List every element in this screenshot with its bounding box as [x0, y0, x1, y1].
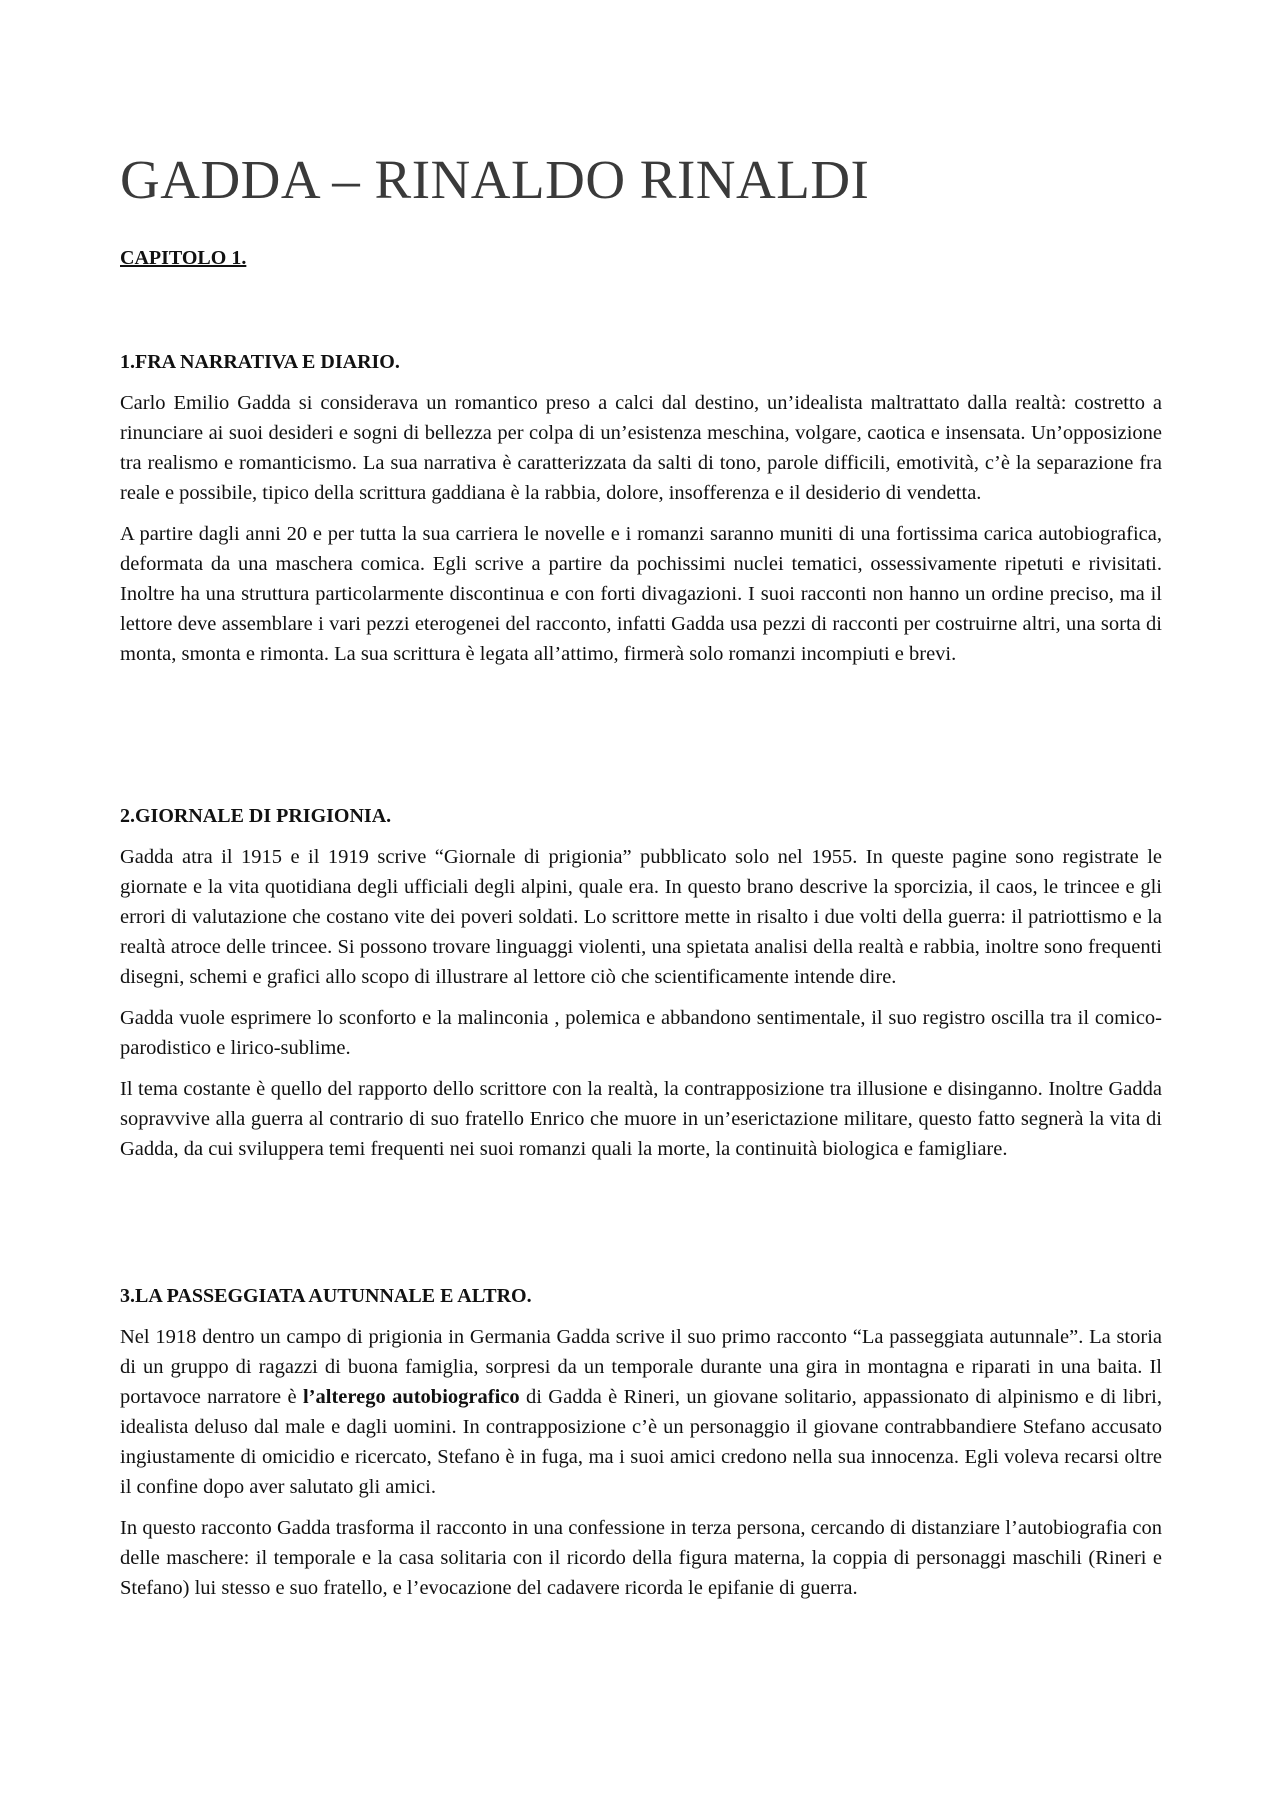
document-title: GADDA – RINALDO RINALDI: [120, 149, 870, 210]
paragraph: [120, 1322, 1162, 1502]
paragraph: Il tema costante è quello del rapporto dello scrittore con la realtà, la contrapposizione tra illusione e disinganno. Inoltre Gadda sopravvive alla guerra al contrario di suo fratello Enrico che muore in un’eserictazione militare, questo fatto segnerà la vita di Gadda, da cui sviluppera temi frequenti nei suoi romanzi quali la morte, la continuità biologica e famigliare.: [120, 1078, 1162, 1160]
bold-phrase: l’alterego autobiografico: [302, 1386, 520, 1408]
paragraph: Gadda vuole esprimere lo sconforto e la malinconia , polemica e abbandono sentimentale, il suo registro oscilla tra il comico-parodistico e lirico-sublime.: [120, 1007, 1162, 1059]
section-heading: 2.GIORNALE DI PRIGIONIA.: [120, 805, 392, 827]
paragraph-text: Nel 1918 dentro un campo di prigionia in Germania Gadda scrive il suo primo racconto “La passeggiata autunnale”. La storia di un gruppo di ragazzi di buona famiglia, sorpresi da un temporale durante una gira in montagna e riparati in una baita. Il portavoce narratore è: [120, 1326, 1162, 1408]
section-heading: 1.FRA NARRATIVA E DIARIO.: [120, 351, 400, 373]
section-giornale-di-prigionia: [120, 806, 1162, 1175]
section-heading: 3.LA PASSEGGIATA AUTUNNALE E ALTRO.: [120, 1285, 532, 1307]
chapter-heading: CAPITOLO 1.: [120, 247, 247, 269]
paragraph: Carlo Emilio Gadda si considerava un romantico preso a calci dal destino, un’idealista maltrattato dalla realtà: costretto a rinunciare ai suoi desideri e sogni di bellezza per colpa di un’esistenza meschina, volgare, caotica e insensata. Un’opposizione tra realismo e romanticismo. La sua narrativa è caratterizzata da salti di tono, parole difficili, emotività, c’è la separazione fra reale e possibile, tipico della scrittura gaddiana è la rabbia, dolore, insofferenza e il desiderio di vendetta.: [120, 392, 1162, 504]
paragraph: A partire dagli anni 20 e per tutta la sua carriera le novelle e i romanzi saranno muniti di una fortissima carica autobiografica, deformata da una maschera comica. Egli scrive a partire da pochissimi nuclei tematici, ossessivamente ripetuti e rivisitati. Inoltre ha una struttura particolarmente discontinua e con forti divagazioni. I suoi racconti non hanno un ordine preciso, ma il lettore deve assemblare i vari pezzi eterogenei del racconto, infatti Gadda usa pezzi di racconti per costruirne altri, una sorta di monta, smonta e rimonta. La sua scrittura è legata all’attimo, firmerà solo romanzi incompiuti e brevi.: [120, 523, 1162, 665]
section-fra-narrativa-e-diario: [120, 352, 1162, 680]
paragraph: In questo racconto Gadda trasforma il racconto in una confessione in terza persona, cercando di distanziare l’autobiografia con delle maschere: il temporale e la casa solitaria con il ricordo della figura materna, la coppia di personaggi maschili (Rineri e Stefano) lui stesso e suo fratello, e l’evocazione del cadavere ricorda le epifanie di guerra.: [120, 1517, 1162, 1599]
paragraph: Gadda atra il 1915 e il 1919 scrive “Giornale di prigionia” pubblicato solo nel 1955. In queste pagine sono registrate le giornate e la vita quotidiana degli ufficiali degli alpini, quale era. In questo brano descrive la sporcizia, il caos, le trincee e gli errori di valutazione che costano vite dei poveri soldati. Lo scrittore mette in risalto i due volti della guerra: il patriottismo e la realtà atroce delle trincee. Si possono trovare linguaggi violenti, una spietata analisi della realtà e rabbia, inoltre sono frequenti disegni, schemi e grafici allo scopo di illustrare al lettore ciò che scientificamente intende dire.: [120, 846, 1162, 988]
paragraph-text: di Gadda è Rineri, un giovane solitario, appassionato di alpinismo e di libri, idealista deluso dal male e dagli uomini. In contrapposizione c’è un personaggio il giovane contrabbandiere Stefano accusato ingiustamente di omicidio e ricercato, Stefano è in fuga, ma i suoi amici credono nella sua innocenza. Egli voleva recarsi oltre il confine dopo aver salutato gli amici.: [120, 1386, 1163, 1498]
section-passeggiata-autunnale: [120, 1286, 1162, 1614]
